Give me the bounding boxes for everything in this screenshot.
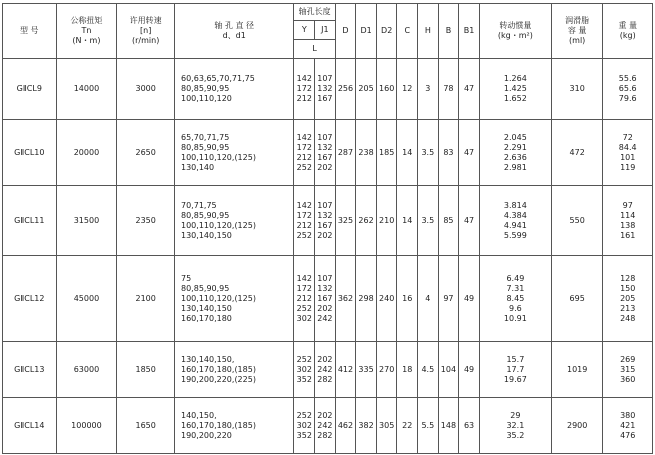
table-row: [3, 398, 653, 454]
cell-torque: 14000: [56, 59, 117, 120]
coupling-spec-table: [2, 3, 653, 454]
cell-B1: 47: [459, 120, 480, 186]
header-length: 轴孔长度: [294, 4, 335, 21]
cell-B: 97: [438, 256, 459, 342]
header-B: B: [438, 4, 459, 59]
cell-B: 78: [438, 59, 459, 120]
header-grease: 润滑脂 容 量 (ml): [551, 4, 603, 59]
table-row: [3, 59, 653, 120]
cell-H: 4: [418, 256, 439, 342]
cell-model: GⅡCL13: [3, 342, 57, 398]
cell-speed: 1850: [117, 342, 175, 398]
cell-D2: 160: [376, 59, 397, 120]
header-length-y: Y: [294, 21, 315, 40]
cell-speed: 2350: [117, 186, 175, 256]
header-length-l: L: [294, 40, 335, 59]
header-D1: D1: [356, 4, 377, 59]
cell-grease: 2900: [551, 398, 603, 454]
cell-D: 462: [335, 398, 356, 454]
cell-H: 3: [418, 59, 439, 120]
header-D: D: [335, 4, 356, 59]
cell-D: 412: [335, 342, 356, 398]
cell-weight: 72 84.4 101 119: [603, 120, 653, 186]
cell-torque: 45000: [56, 256, 117, 342]
cell-D1: 205: [356, 59, 377, 120]
cell-length-j1: 202 242 282: [315, 398, 336, 454]
header-weight: 重 量 (kg): [603, 4, 653, 59]
cell-bore: 140,150, 160,170,180,(185) 190,200,220: [175, 398, 294, 454]
cell-length-j1: 107 132 167 202: [315, 186, 336, 256]
cell-D2: 270: [376, 342, 397, 398]
cell-length-j1: 107 132 167 202: [315, 120, 336, 186]
header-C: C: [397, 4, 418, 59]
cell-model: GⅡCL14: [3, 398, 57, 454]
cell-H: 5.5: [418, 398, 439, 454]
cell-bore: 130,140,150, 160,170,180,(185) 190,200,220,(225): [175, 342, 294, 398]
cell-length-y: 142 172 212 252 302: [294, 256, 315, 342]
cell-C: 18: [397, 342, 418, 398]
cell-bore: 65,70,71,75 80,85,90,95 100,110,120,(125) 130,140: [175, 120, 294, 186]
cell-length-y: 142 172 212 252: [294, 186, 315, 256]
table-body: [3, 59, 653, 454]
cell-grease: 550: [551, 186, 603, 256]
cell-B: 85: [438, 186, 459, 256]
table-row: [3, 342, 653, 398]
cell-model: GⅡCL12: [3, 256, 57, 342]
cell-inertia: 3.814 4.384 4.941 5.599: [479, 186, 551, 256]
table-row: [3, 256, 653, 342]
cell-C: 14: [397, 120, 418, 186]
cell-length-y: 252 302 352: [294, 342, 315, 398]
cell-H: 4.5: [418, 342, 439, 398]
cell-inertia: 29 32.1 35.2: [479, 398, 551, 454]
cell-D2: 185: [376, 120, 397, 186]
cell-bore: 70,71,75 80,85,90,95 100,110,120,(125) 130,140,150: [175, 186, 294, 256]
cell-model: GⅡCL11: [3, 186, 57, 256]
cell-D1: 335: [356, 342, 377, 398]
cell-speed: 3000: [117, 59, 175, 120]
cell-weight: 269 315 360: [603, 342, 653, 398]
cell-weight: 128 150 205 213 248: [603, 256, 653, 342]
header-speed: 许用转速 [n] (r/min): [117, 4, 175, 59]
header-torque: 公称扭矩 Tn (N・m): [56, 4, 117, 59]
cell-inertia: 2.045 2.291 2.636 2.981: [479, 120, 551, 186]
cell-grease: 695: [551, 256, 603, 342]
table-row: [3, 120, 653, 186]
cell-C: 16: [397, 256, 418, 342]
header-B1: B1: [459, 4, 480, 59]
cell-D2: 210: [376, 186, 397, 256]
cell-torque: 31500: [56, 186, 117, 256]
cell-model: GⅡCL9: [3, 59, 57, 120]
cell-D: 362: [335, 256, 356, 342]
cell-D1: 262: [356, 186, 377, 256]
cell-H: 3.5: [418, 120, 439, 186]
cell-B1: 47: [459, 59, 480, 120]
cell-torque: 63000: [56, 342, 117, 398]
cell-B: 83: [438, 120, 459, 186]
cell-weight: 97 114 138 161: [603, 186, 653, 256]
cell-bore: 60,63,65,70,71,75 80,85,90,95 100,110,120: [175, 59, 294, 120]
cell-length-j1: 107 132 167 202 242: [315, 256, 336, 342]
cell-C: 12: [397, 59, 418, 120]
cell-C: 22: [397, 398, 418, 454]
cell-length-y: 252 302 352: [294, 398, 315, 454]
cell-C: 14: [397, 186, 418, 256]
cell-length-y: 142 172 212 252: [294, 120, 315, 186]
cell-D: 325: [335, 186, 356, 256]
cell-D1: 238: [356, 120, 377, 186]
cell-grease: 310: [551, 59, 603, 120]
cell-D1: 382: [356, 398, 377, 454]
cell-speed: 1650: [117, 398, 175, 454]
cell-speed: 2100: [117, 256, 175, 342]
cell-D: 287: [335, 120, 356, 186]
header-H: H: [418, 4, 439, 59]
cell-D2: 305: [376, 398, 397, 454]
header-inertia: 转动惯量 (kg・m²): [479, 4, 551, 59]
cell-weight: 55.6 65.6 79.6: [603, 59, 653, 120]
cell-bore: 75 80,85,90,95 100,110,120,(125) 130,140,150 160,170,180: [175, 256, 294, 342]
cell-torque: 100000: [56, 398, 117, 454]
header-D2: D2: [376, 4, 397, 59]
cell-H: 3.5: [418, 186, 439, 256]
cell-B: 104: [438, 342, 459, 398]
cell-length-j1: 202 242 282: [315, 342, 336, 398]
cell-speed: 2650: [117, 120, 175, 186]
header-model: 型 号: [3, 4, 57, 59]
cell-B: 148: [438, 398, 459, 454]
cell-inertia: 15.7 17.7 19.67: [479, 342, 551, 398]
cell-model: GⅡCL10: [3, 120, 57, 186]
cell-torque: 20000: [56, 120, 117, 186]
cell-inertia: 6.49 7.31 8.45 9.6 10.91: [479, 256, 551, 342]
cell-B1: 63: [459, 398, 480, 454]
cell-inertia: 1.264 1.425 1.652: [479, 59, 551, 120]
cell-grease: 472: [551, 120, 603, 186]
cell-D: 256: [335, 59, 356, 120]
cell-B1: 47: [459, 186, 480, 256]
cell-B1: 49: [459, 342, 480, 398]
header-bore: 轴 孔 直 径 d、d1: [175, 4, 294, 59]
cell-weight: 380 421 476: [603, 398, 653, 454]
table-header: [3, 4, 653, 59]
cell-length-y: 142 172 212: [294, 59, 315, 120]
cell-D2: 240: [376, 256, 397, 342]
cell-D1: 298: [356, 256, 377, 342]
cell-B1: 49: [459, 256, 480, 342]
cell-grease: 1019: [551, 342, 603, 398]
table-row: [3, 186, 653, 256]
header-length-j1: J1: [315, 21, 336, 40]
cell-length-j1: 107 132 167: [315, 59, 336, 120]
